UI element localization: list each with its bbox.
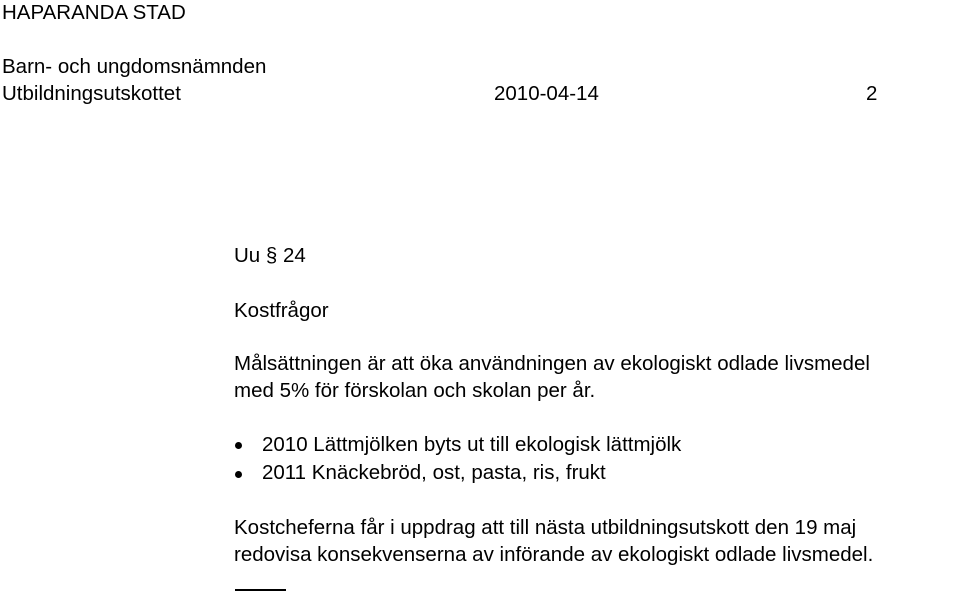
bullet-text: 2010 Lättmjölken byts ut till ekologisk lättmjölk	[262, 433, 682, 456]
bullet-icon	[235, 471, 242, 478]
signature-rule	[235, 589, 286, 591]
committee-name: Utbildningsutskottet	[2, 82, 181, 105]
item-title: Kostfrågor	[234, 299, 329, 322]
decision-text-line-2: redovisa konsekvenserna av införande av ekologiskt odlade livsmedel.	[234, 543, 874, 566]
meeting-date: 2010-04-14	[494, 82, 599, 105]
board-name: Barn- och ungdomsnämnden	[2, 55, 267, 78]
goal-text-line-2: med 5% för förskolan och skolan per år.	[234, 379, 596, 402]
municipality-name: HAPARANDA STAD	[2, 1, 186, 24]
section-number: Uu § 24	[234, 244, 306, 267]
goal-text-line-1: Målsättningen är att öka användningen av ekologiskt odlade livsmedel	[234, 352, 870, 375]
decision-text-line-1: Kostcheferna får i uppdrag att till nästa utbildningsutskott den 19 maj	[234, 516, 857, 539]
bullet-text: 2011 Knäckebröd, ost, pasta, ris, frukt	[262, 461, 606, 484]
bullet-icon	[235, 442, 242, 449]
page-number: 2	[866, 82, 878, 105]
